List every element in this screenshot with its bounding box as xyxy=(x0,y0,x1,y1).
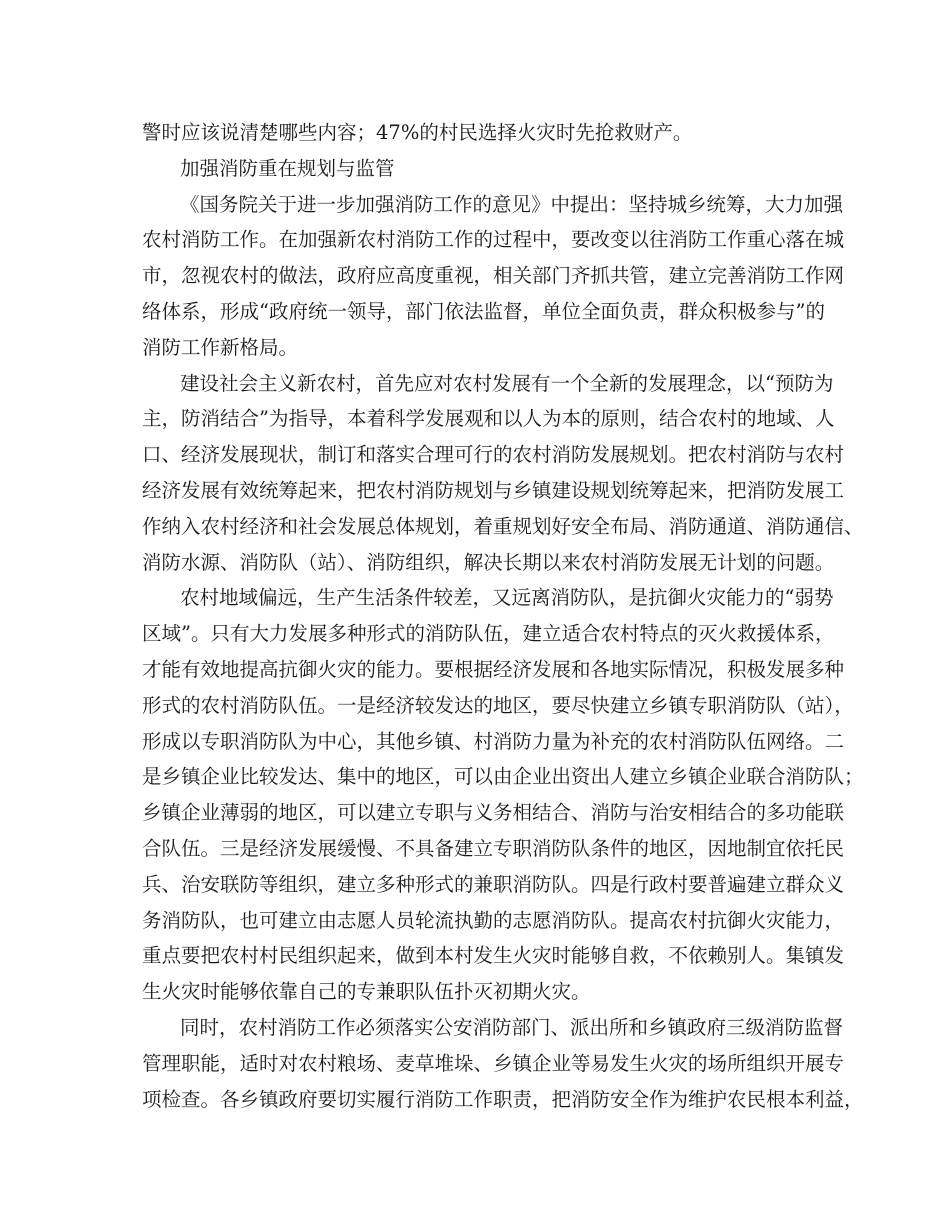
text-line: 生火灾时能够依靠自己的专兼职队伍扑灭初期火灾。 xyxy=(142,980,591,1004)
text-line: 消防水源、消防队（站）、消防组织，解决长期以来农村消防发展无计划的问题。 xyxy=(142,550,835,574)
text-line: 形成以专职消防队为中心，其他乡镇、村消防力量为补充的农村消防队伍网络。二 xyxy=(142,729,845,753)
text-line: 兵、治安联防等组织，建立多种形式的兼职消防队。四是行政村要普遍建立群众义 xyxy=(142,872,845,896)
text-line: 务消防队，也可建立由志愿人员轮流执勤的志愿消防队。提高农村抗御火灾能力， xyxy=(142,908,845,932)
text-line: 区域”。只有大力发展多种形式的消防队伍，建立适合农村特点的灭火救援体系， xyxy=(142,622,835,646)
text-line: 《国务院关于进一步加强消防工作的意见》中提出：坚持城乡统筹，大力加强 xyxy=(180,192,844,216)
text-line: 消防工作新格局。 xyxy=(142,335,299,359)
text-line: 络体系，形成“政府统一领导，部门依法监督，单位全面负责，群众积极参与”的 xyxy=(142,299,825,323)
section-heading: 加强消防重在规划与监管 xyxy=(180,156,395,180)
text-line: 管理职能，适时对农村粮场、麦草堆垛、乡镇企业等易发生火灾的场所组织开展专 xyxy=(142,1051,845,1075)
text-line: 是乡镇企业比较发达、集中的地区，可以由企业出资出人建立乡镇企业联合消防队； xyxy=(142,765,864,789)
text-line: 形式的农村消防队伍。一是经济较发达的地区，要尽快建立乡镇专职消防队（站）， xyxy=(142,693,854,717)
text-line: 口、经济发展现状，制订和落实合理可行的农村消防发展规划。把农村消防与农村 xyxy=(142,443,845,467)
document-body xyxy=(142,115,864,1117)
text-line: 农村地域偏远，生产生活条件较差，又远离消防队，是抗御火灾能力的“弱势 xyxy=(180,586,834,610)
text-line: 才能有效地提高抗御火灾的能力。要根据经济发展和各地实际情况，积极发展多种 xyxy=(142,657,845,681)
text-line: 主，防消结合”为指导，本着科学发展观和以人为本的原则，结合农村的地域、人 xyxy=(142,407,835,431)
text-line: 农村消防工作。在加强新农村消防工作的过程中，要改变以往消防工作重心落在城 xyxy=(142,228,845,252)
text-line: 建设社会主义新农村，首先应对农村发展有一个全新的发展理念，以“预防为 xyxy=(180,371,834,395)
text-line: 项检查。各乡镇政府要切实履行消防工作职责，把消防安全作为维护农民根本利益， xyxy=(142,1087,864,1111)
text-line: 同时，农村消防工作必须落实公安消防部门、派出所和乡镇政府三级消防监督 xyxy=(180,1015,844,1039)
text-line: 警时应该说清楚哪些内容；47%的村民选择火灾时先抢救财产。 xyxy=(142,121,693,144)
text-line: 市，忽视农村的做法，政府应高度重视，相关部门齐抓共管，建立完善消防工作网 xyxy=(142,264,845,288)
text-line: 合队伍。三是经济发展缓慢、不具备建立专职消防队条件的地区，因地制宜依托民 xyxy=(142,836,845,860)
text-line: 重点要把农村村民组织起来，做到本村发生火灾时能够自救，不依赖别人。集镇发 xyxy=(142,944,845,968)
text-line: 经济发展有效统筹起来，把农村消防规划与乡镇建设规划统筹起来，把消防发展工 xyxy=(142,478,845,502)
text-line: 作纳入农村经济和社会发展总体规划，着重规划好安全布局、消防通道、消防通信、 xyxy=(142,514,864,538)
text-line: 乡镇企业薄弱的地区，可以建立专职与义务相结合、消防与治安相结合的多功能联 xyxy=(142,801,845,825)
